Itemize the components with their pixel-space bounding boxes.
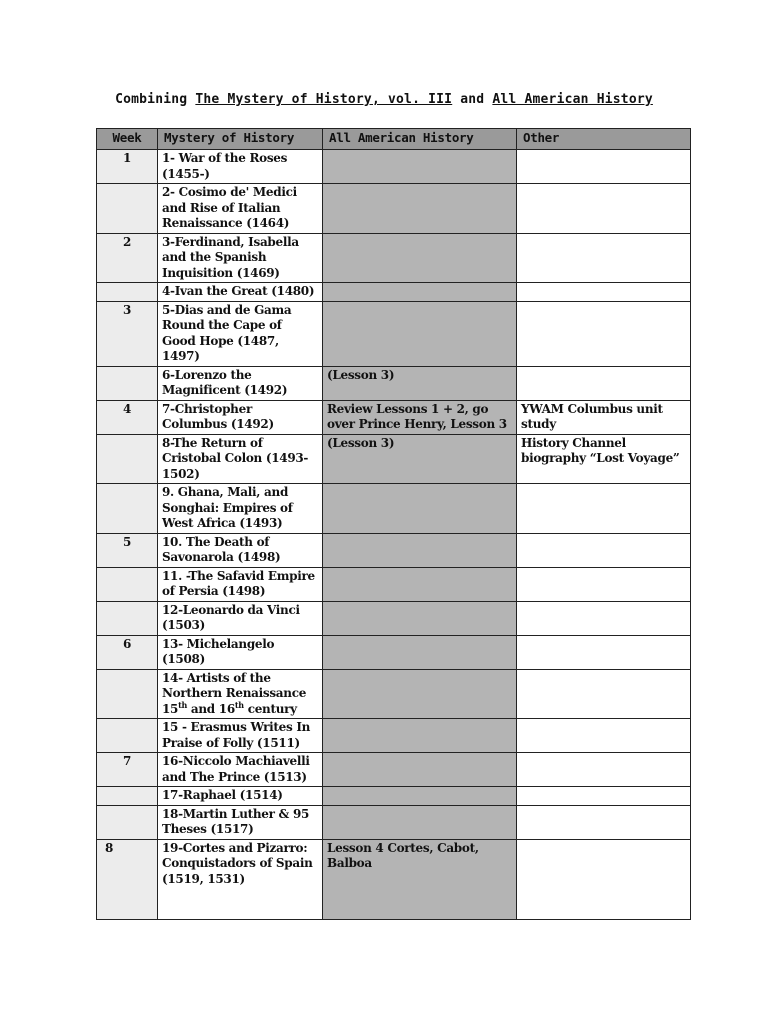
page-title: [0, 92, 768, 107]
week-cell: [97, 787, 158, 806]
week-cell: 4: [97, 400, 158, 434]
lesson-cell: 9. Ghana, Mali, and Songhai: Empires of West Africa (1493): [158, 484, 323, 534]
lesson-cell: 15 - Erasmus Writes In Praise of Folly (1511): [158, 719, 323, 753]
lesson-text: century: [243, 701, 297, 716]
lesson-cell: 17-Raphael (1514): [158, 787, 323, 806]
aah-cell: [323, 669, 517, 719]
title-book-2: All American History: [492, 92, 653, 107]
table-row: [97, 601, 691, 635]
week-cell: [97, 283, 158, 302]
lesson-cell: 1- War of the Roses (1455-): [158, 150, 323, 184]
aah-cell: [323, 753, 517, 787]
week-cell: [97, 484, 158, 534]
week-cell: [97, 434, 158, 484]
aah-cell: [323, 787, 517, 806]
other-cell: [517, 805, 691, 839]
week-cell: 7: [97, 753, 158, 787]
table-row: [97, 233, 691, 283]
table-row: [97, 753, 691, 787]
aah-cell: Review Lessons 1 + 2, go over Prince Henry, Lesson 3: [323, 400, 517, 434]
aah-cell: [323, 150, 517, 184]
other-cell: [517, 635, 691, 669]
lesson-cell: 19-Cortes and Pizarro: Conquistadors of Spain (1519, 1531): [158, 839, 323, 919]
week-cell: [97, 567, 158, 601]
table-row: [97, 787, 691, 806]
aah-cell: [323, 719, 517, 753]
lesson-cell: 12-Leonardo da Vinci (1503): [158, 601, 323, 635]
aah-cell: [323, 484, 517, 534]
lesson-text: 14- Artists of the Northern Renaissance 15: [162, 670, 307, 716]
other-cell: [517, 787, 691, 806]
table-row: [97, 533, 691, 567]
table-row: [97, 669, 691, 719]
table-row: [97, 719, 691, 753]
table-row: [97, 150, 691, 184]
header-mystery-of-history: Mystery of History: [158, 129, 323, 150]
table-row: [97, 839, 691, 919]
aah-cell: [323, 301, 517, 366]
week-cell: [97, 184, 158, 234]
other-cell: History Channel biography “Lost Voyage”: [517, 434, 691, 484]
table-row: [97, 567, 691, 601]
lesson-text: and 16: [187, 701, 235, 716]
week-cell: 3: [97, 301, 158, 366]
table-row: [97, 366, 691, 400]
other-cell: [517, 601, 691, 635]
other-cell: [517, 533, 691, 567]
table-row: [97, 301, 691, 366]
other-cell: [517, 283, 691, 302]
week-cell: [97, 719, 158, 753]
lesson-cell: 10. The Death of Savonarola (1498): [158, 533, 323, 567]
table-row: [97, 635, 691, 669]
lesson-cell: 5-Dias and de Gama Round the Cape of Good Hope (1487, 1497): [158, 301, 323, 366]
other-cell: [517, 233, 691, 283]
other-cell: [517, 366, 691, 400]
title-mid: and: [452, 92, 493, 107]
lesson-cell: 4-Ivan the Great (1480): [158, 283, 323, 302]
aah-cell: [323, 635, 517, 669]
table-row: [97, 805, 691, 839]
lesson-cell: 2- Cosimo de' Medici and Rise of Italian Renaissance (1464): [158, 184, 323, 234]
other-cell: [517, 753, 691, 787]
aah-cell: Lesson 4 Cortes, Cabot, Balboa: [323, 839, 517, 919]
schedule-table: [96, 128, 691, 920]
title-prefix: Combining: [115, 92, 196, 107]
header-all-american-history: All American History: [323, 129, 517, 150]
week-cell: 6: [97, 635, 158, 669]
lesson-cell: 18-Martin Luther & 95 Theses (1517): [158, 805, 323, 839]
lesson-cell: 6-Lorenzo the Magnificent (1492): [158, 366, 323, 400]
aah-cell: (Lesson 3): [323, 366, 517, 400]
week-cell: [97, 601, 158, 635]
week-cell: [97, 805, 158, 839]
table-row: [97, 434, 691, 484]
header-other: Other: [517, 129, 691, 150]
aah-cell: [323, 601, 517, 635]
table-row: [97, 400, 691, 434]
table-row: [97, 484, 691, 534]
week-cell: [97, 669, 158, 719]
lesson-cell: 8-The Return of Cristobal Colon (1493-1502): [158, 434, 323, 484]
other-cell: [517, 669, 691, 719]
lesson-cell: 11. -The Safavid Empire of Persia (1498): [158, 567, 323, 601]
other-cell: [517, 184, 691, 234]
lesson-cell: 13- Michelangelo (1508): [158, 635, 323, 669]
superscript-th: th: [234, 699, 244, 710]
table-row: [97, 283, 691, 302]
aah-cell: [323, 567, 517, 601]
header-week: Week: [97, 129, 158, 150]
other-cell: [517, 719, 691, 753]
week-cell: 8: [97, 839, 158, 919]
aah-cell: [323, 533, 517, 567]
table-header-row: [97, 129, 691, 150]
week-cell: 2: [97, 233, 158, 283]
lesson-cell: 3-Ferdinand, Isabella and the Spanish Inquisition (1469): [158, 233, 323, 283]
other-cell: [517, 839, 691, 919]
other-cell: [517, 301, 691, 366]
week-cell: [97, 366, 158, 400]
aah-cell: [323, 184, 517, 234]
other-cell: YWAM Columbus unit study: [517, 400, 691, 434]
title-book-1: The Mystery of History, vol. III: [195, 92, 453, 107]
lesson-cell: [158, 669, 323, 719]
week-cell: 1: [97, 150, 158, 184]
lesson-cell: 16-Niccolo Machiavelli and The Prince (1513): [158, 753, 323, 787]
other-cell: [517, 484, 691, 534]
table-row: [97, 184, 691, 234]
other-cell: [517, 567, 691, 601]
aah-cell: [323, 805, 517, 839]
aah-cell: (Lesson 3): [323, 434, 517, 484]
other-cell: [517, 150, 691, 184]
aah-cell: [323, 233, 517, 283]
week-cell: 5: [97, 533, 158, 567]
aah-cell: [323, 283, 517, 302]
superscript-th: th: [178, 699, 188, 710]
lesson-cell: 7-Christopher Columbus (1492): [158, 400, 323, 434]
